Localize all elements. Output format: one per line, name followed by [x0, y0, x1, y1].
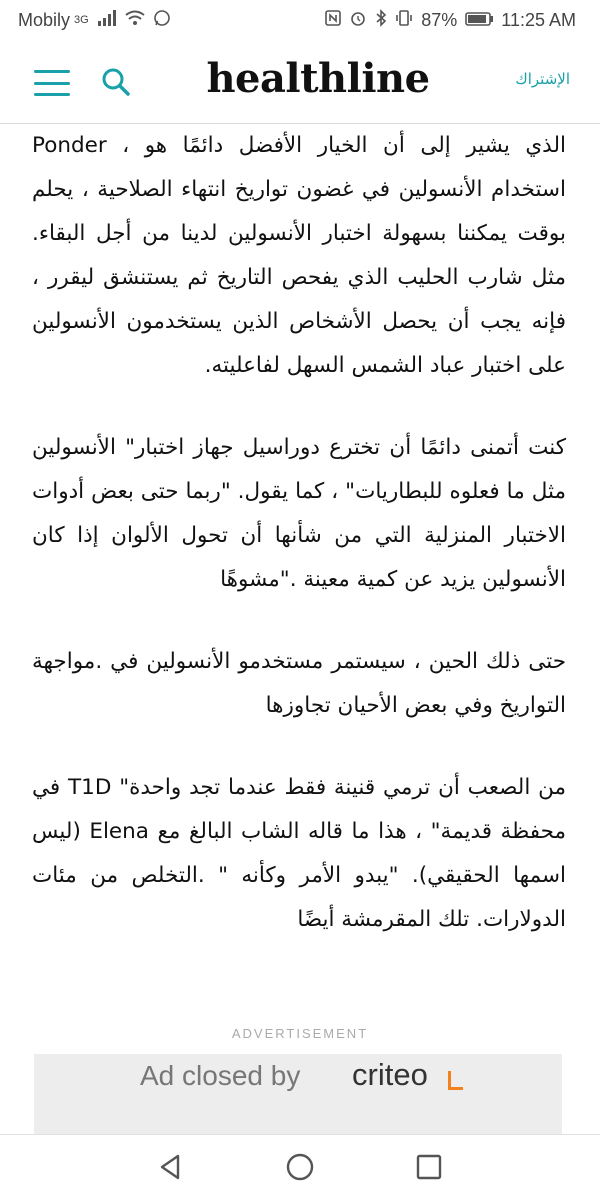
wifi-icon — [125, 10, 145, 31]
recents-icon — [414, 1152, 444, 1182]
search-icon — [100, 66, 132, 98]
vibrate-icon — [395, 9, 413, 32]
article-paragraph: الذي يشير إلى أن الخيار الأفضل دائمًا هو ، Ponder استخدام الأنسولين في غضون تواريخ انتهاء الصلاحية ، يحلم بوقت يمكننا بسهولة اختبار الأنسولين لدينا من أجل البقاء. مثل شارب الحليب الذي يفحص التاريخ ثم يستنشق ليقرر ، فإنه يجب أن يحصل الأشخاص الذين يستخدمون الأنسولين على اختبار عباد الشمس السهل لفاعليته. — [32, 133, 566, 378]
status-right — [325, 9, 576, 32]
status-left — [18, 9, 171, 32]
criteo-logo: criteo — [352, 1057, 428, 1092]
advertisement-label: ADVERTISEMENT — [231, 1026, 369, 1041]
menu-icon — [34, 70, 70, 73]
menu-icon-bar — [34, 82, 70, 85]
whatsapp-icon — [153, 9, 171, 32]
search-button[interactable] — [100, 66, 132, 98]
carrier-name: Mobily — [18, 9, 71, 30]
navigation-bar — [0, 1134, 600, 1200]
recents-button[interactable] — [414, 1152, 444, 1182]
article-paragraph: من الصعب أن ترمي قنينة فقط عندما تجد واحدة" T1D في محفظة قديمة" ، هذا ما قاله الشاب البالغ مع Elena (ليس اسمها الحقيقي). "يبدو الأمر وكأنه " .التخلص من مئات الدولارات. تلك المقرمشة أيضًا — [32, 775, 566, 932]
bluetooth-icon — [375, 9, 387, 32]
article-body — [32, 124, 566, 980]
status-bar — [0, 0, 600, 40]
article-paragraph: كنت أتمنى دائمًا أن تخترع دوراسيل جهاز اختبار" الأنسولين مثل ما فعلوه للبطاريات" ، كما يقول. "ربما حتى بعض أدوات الاختبار المنزلية التي من شأنها أن تحول الألوان إذا كان الأنسولين يزيد عن كمية معينة ."مشوهًا — [32, 435, 566, 592]
back-icon — [156, 1152, 186, 1182]
signal-icon — [97, 10, 117, 31]
nfc-icon — [325, 10, 341, 31]
clock: 11:25 AM — [501, 9, 576, 30]
back-button[interactable] — [156, 1152, 186, 1182]
home-button[interactable] — [285, 1152, 315, 1182]
ad-closed-text: Ad closed by — [140, 1060, 301, 1091]
battery-icon — [465, 10, 493, 31]
menu-icon-bar — [34, 93, 70, 96]
site-logo[interactable]: healthline — [206, 55, 430, 102]
home-icon — [285, 1152, 315, 1182]
menu-button[interactable] — [34, 70, 70, 96]
article-paragraph: حتى ذلك الحين ، سيستمر مستخدمو الأنسولين في .مواجهة التواريخ وفي بعض الأحيان تجاوزها — [32, 649, 566, 718]
subscribe-link[interactable]: الإشتراك — [515, 70, 570, 88]
app-header — [0, 40, 600, 124]
ad-banner[interactable] — [34, 1054, 562, 1134]
battery-percent: 87% — [421, 9, 458, 30]
criteo-mark-icon — [448, 1071, 463, 1090]
network-type: 3G — [74, 14, 89, 26]
alarm-icon — [349, 9, 367, 32]
